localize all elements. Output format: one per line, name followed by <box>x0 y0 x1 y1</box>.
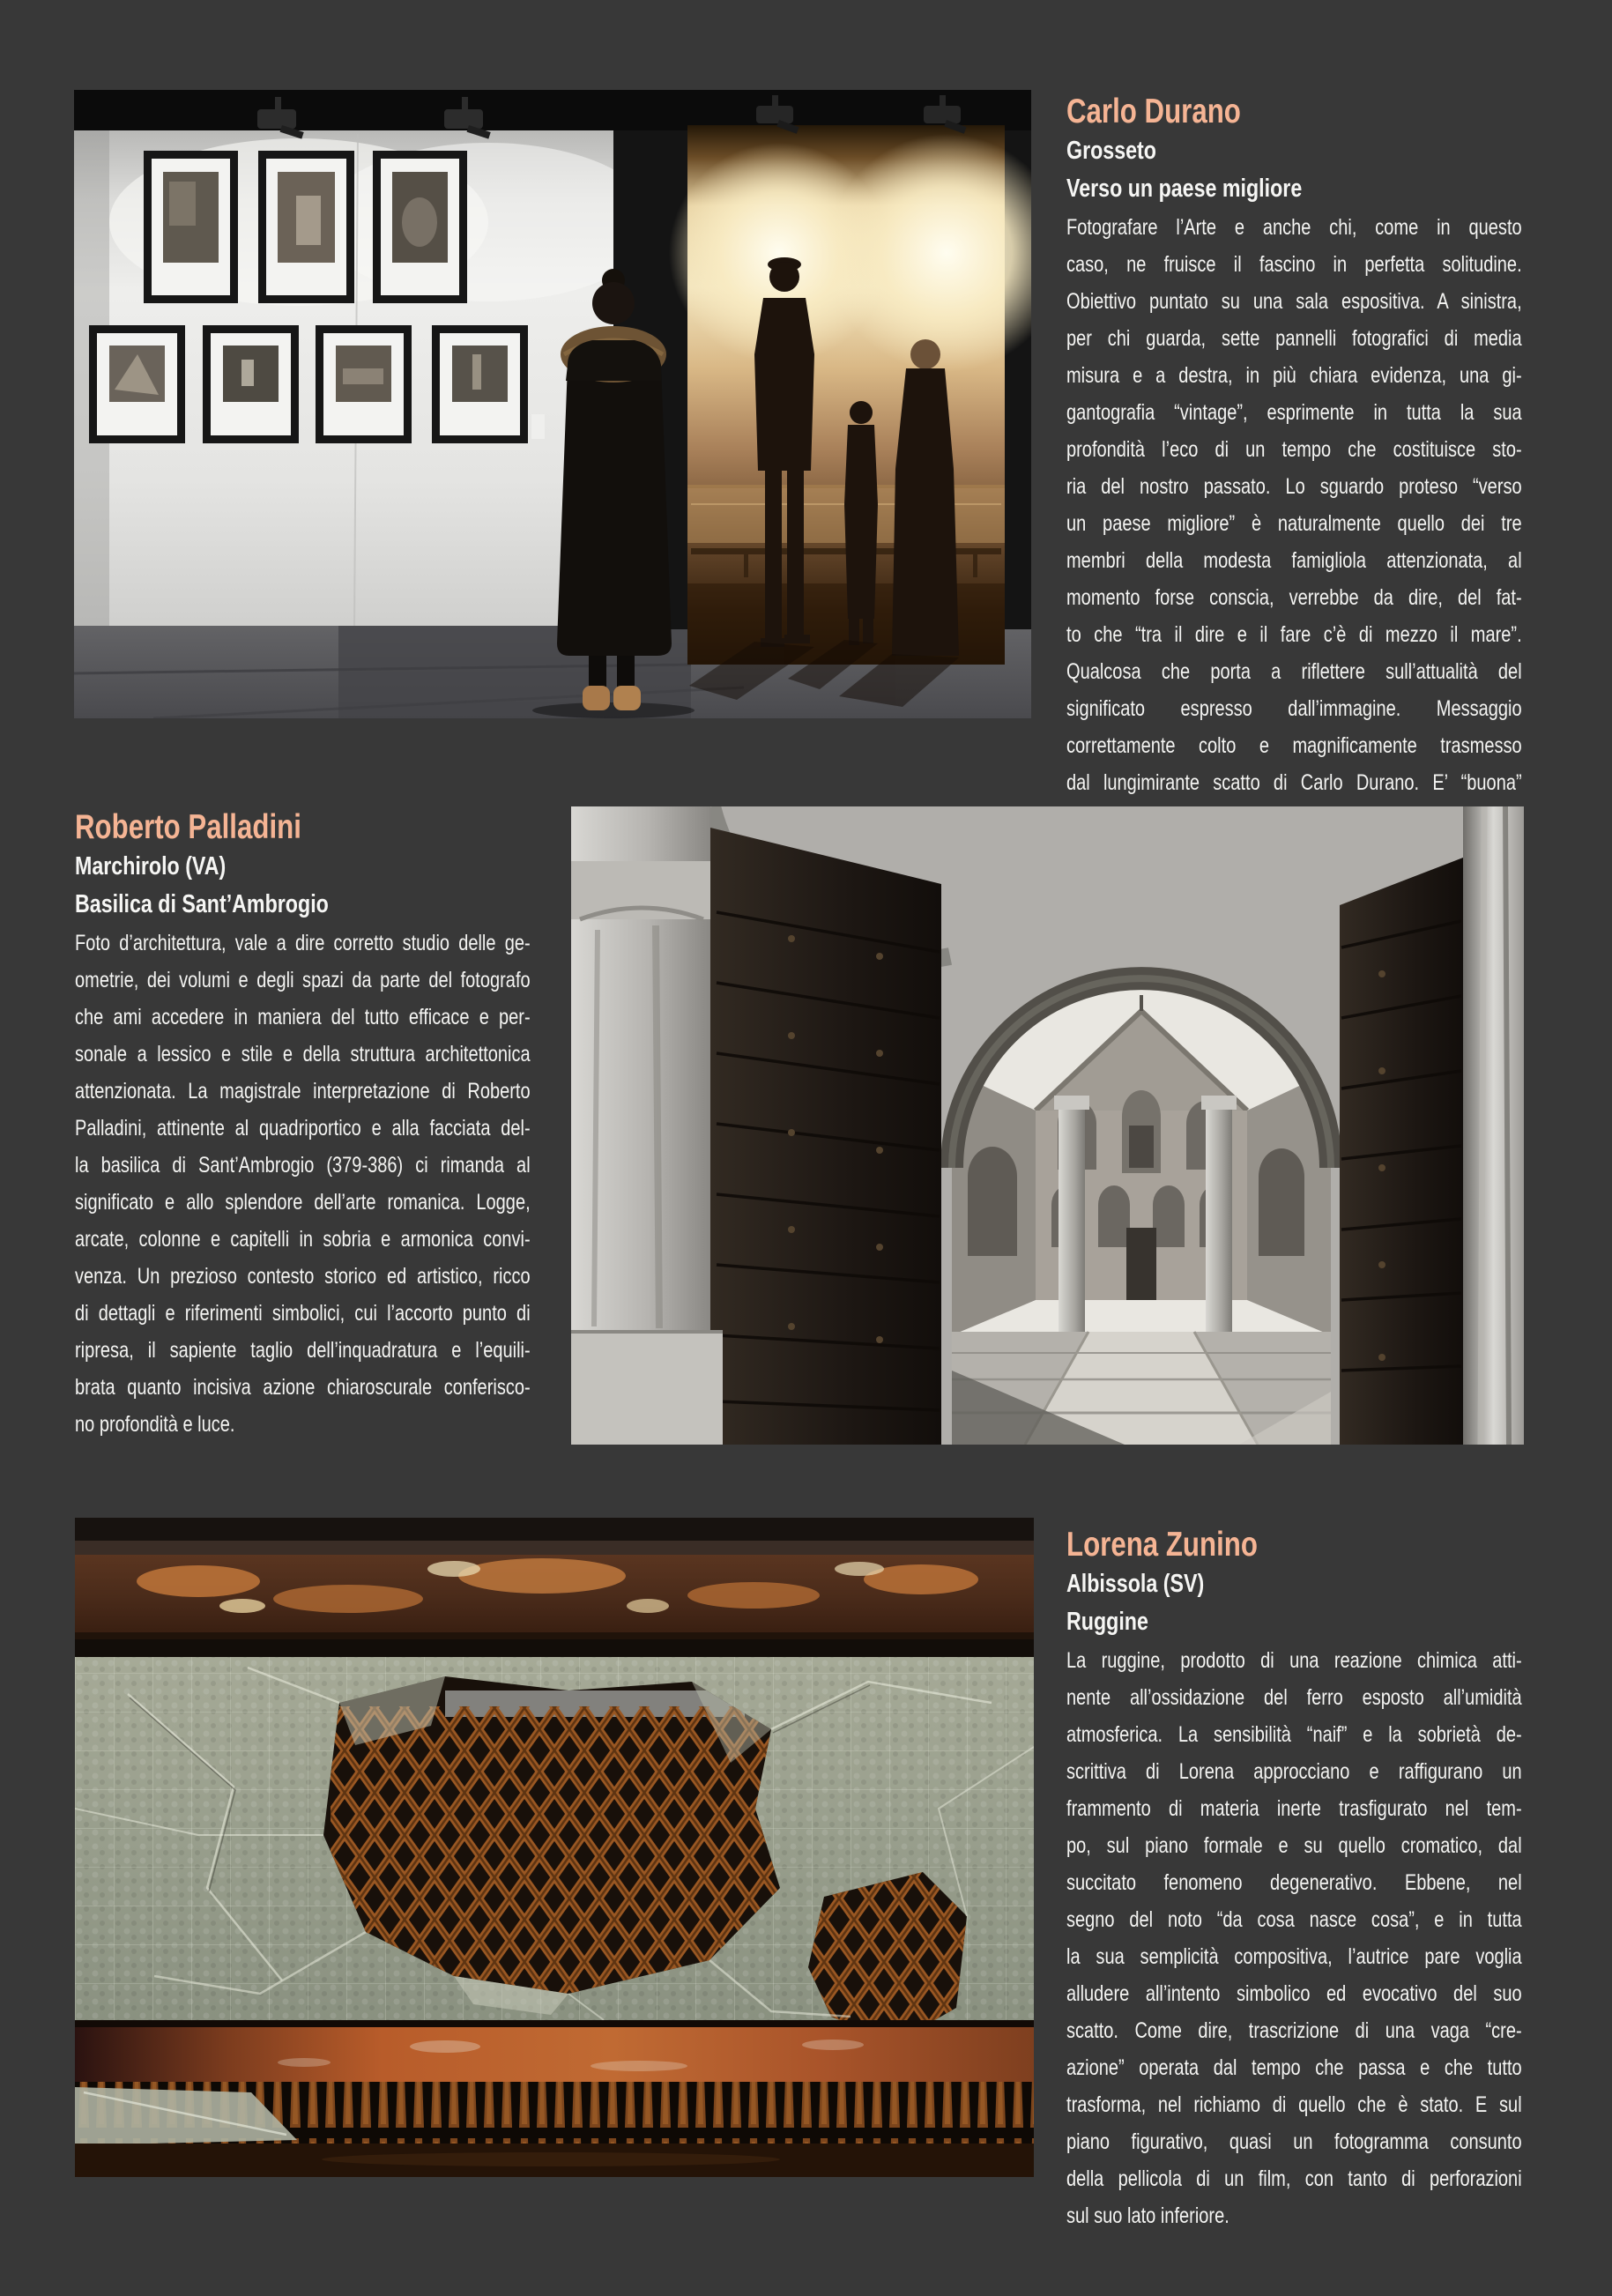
text-line: correttamente colto e magnificamente trasmesso <box>1066 733 1522 758</box>
text-line: Foto d’architettura, vale a dire corretto studio delle ge- <box>75 931 531 955</box>
left-door-leaf <box>710 828 941 1445</box>
text-line: significato espresso dall’immagine. Messaggio <box>1066 696 1522 721</box>
perforation-row <box>75 2082 1034 2145</box>
text-line: di dettagli e riferimenti simbolici, cui l’accorto punto di <box>75 1301 531 1326</box>
text-line: ripresa, il sapiente taglio dell’inquadratura e l’equili- <box>75 1338 531 1363</box>
text-line: scrittiva di Lorena approcciano e raffigurano un <box>1066 1759 1522 1784</box>
text-line: venza. Un prezioso contesto storico ed artistico, ricco <box>75 1264 531 1289</box>
dark-slot <box>75 1639 1034 1657</box>
photo-title: Basilica di Sant’Ambrogio <box>75 890 329 918</box>
right-door-leaf <box>1340 858 1463 1445</box>
framed-print <box>203 325 299 443</box>
text-line: brata quanto incisiva azione chiaroscurale conferisco- <box>75 1375 531 1400</box>
vintage-gigantograph <box>613 125 1031 707</box>
text-line: po, sul piano formale e su quello cromatico, dal <box>1066 1833 1522 1858</box>
text-line: gantografia “vintage”, esprimente in tutta la sua <box>1066 400 1522 425</box>
text-line: scatto. Come dire, trascrizione di una vaga “cre- <box>1066 2018 1522 2043</box>
gallery-photo-graphic <box>74 90 1031 718</box>
text-line: significato e allo splendore dell’arte romanica. Logge, <box>75 1190 531 1215</box>
text-line: Palladini, attinente al quadriportico e alla facciata del- <box>75 1116 531 1141</box>
text-line: sul suo lato inferiore. <box>1066 2203 1229 2228</box>
framed-print <box>144 151 238 303</box>
text-line: sonale a lessico e stile e della struttura architettonica <box>75 1042 531 1066</box>
band-edge <box>75 2020 1034 2027</box>
rust-photo-graphic <box>75 1518 1034 2177</box>
text-line: misura e a destra, in più chiara evidenza, una gi- <box>1066 363 1522 388</box>
right-stone-pillar <box>1463 806 1524 1445</box>
author-name: Carlo Durano <box>1066 93 1241 130</box>
photo-title: Verso un paese migliore <box>1066 175 1303 203</box>
photo-gallery-carlo-durano <box>74 90 1031 718</box>
section-roberto-palladini <box>75 807 531 1443</box>
photo-title: Ruggine <box>1066 1608 1148 1636</box>
courtyard-floor <box>952 1332 1331 1445</box>
author-name: Lorena Zunino <box>1066 1526 1258 1564</box>
text-line: succitato fenomeno degenerativo. Ebbene, nel <box>1066 1870 1522 1895</box>
text-line: attenzionata. La magistrale interpretazione di Roberto <box>75 1079 531 1103</box>
text-line: un paese migliore” è naturalmente quello dei tre <box>1066 511 1522 536</box>
text-line: to che “tra il dire e il fare c’è di mezzo il mare”. <box>1066 622 1522 647</box>
left-stone-pillar <box>571 806 723 1445</box>
text-line: La ruggine, prodotto di una reazione chimica atti- <box>1066 1648 1522 1673</box>
text-line: piano figurativo, quasi un fotogramma consunto <box>1066 2129 1522 2154</box>
bottom-bar-rust <box>322 2152 780 2166</box>
photo-basilica-sant-ambrogio <box>571 806 1524 1445</box>
framed-print <box>316 325 412 443</box>
critique-text <box>1066 209 1522 838</box>
broken-wired-glass <box>75 1657 1034 2047</box>
bright-rust-band <box>75 2027 1034 2082</box>
author-location: Marchirolo (VA) <box>75 852 227 881</box>
text-line: membri della modesta famigliola attenzionata, al <box>1066 548 1522 573</box>
text-line: della pellicola di un film, con tanto di perforazioni <box>1066 2166 1522 2191</box>
text-line: che ami accedere in maniera del tutto efficace e per- <box>75 1005 531 1029</box>
basilica-photo-graphic <box>571 806 1524 1445</box>
critique-text <box>1066 1642 1522 2234</box>
text-line: atmosferica. La sensibilità “naif” e la sobrietà de- <box>1066 1722 1522 1747</box>
author-location: Albissola (SV) <box>1066 1570 1205 1598</box>
text-line: Obiettivo puntato su una sala espositiva. A sinistra, <box>1066 289 1522 314</box>
text-line: no profondità e luce. <box>75 1412 235 1437</box>
rusty-top-bar <box>75 1555 1034 1639</box>
text-line: per chi guarda, sette pannelli fotografici di media <box>1066 326 1522 351</box>
text-line: momento forse conscia, verrebbe da dire, del fat- <box>1066 585 1522 610</box>
text-line: dal lungimirante scatto di Carlo Durano. E’ “buona” <box>1066 770 1522 795</box>
text-line: nente all’ossidazione del ferro esposto all’umidità <box>1066 1685 1522 1710</box>
framed-print <box>258 151 354 303</box>
text-line: Qualcosa che porta a riflettere sull’attualità del <box>1066 659 1522 684</box>
section-lorena-zunino <box>1066 1525 1522 2234</box>
text-line: ria del nostro passato. Lo sguardo proteso “verso <box>1066 474 1522 499</box>
framed-print <box>89 325 185 443</box>
section-carlo-durano <box>1066 92 1522 838</box>
text-line: la sua semplicità compositiva, l’autrice pare voglia <box>1066 1944 1522 1969</box>
upper-dark-rail <box>75 1541 1034 1555</box>
text-line: trasforma, nel richiamo di quello che è stato. E sul <box>1066 2092 1522 2117</box>
framed-print <box>432 325 528 443</box>
text-line: caso, ne fruisce il fascino in perfetta solitudine. <box>1066 252 1522 277</box>
author-location: Grosseto <box>1066 137 1156 165</box>
text-line: segno del noto “da cosa nasce cosa”, e in tutta <box>1066 1907 1522 1932</box>
text-line: alludere all’intento simbolico ed evocativo del suo <box>1066 1981 1522 2006</box>
wall-label <box>531 414 545 439</box>
framed-print <box>373 151 467 303</box>
text-line: ometrie, dei volumi e degli spazi da parte del fotografo <box>75 968 531 992</box>
photo-ruggine-lorena-zunino <box>75 1518 1034 2177</box>
text-line: profondità l’eco di un tempo che costituisce sto- <box>1066 437 1522 462</box>
text-line: la basilica di Sant’Ambrogio (379-386) ci rimanda al <box>75 1153 531 1178</box>
text-line: Fotografare l’Arte e anche chi, come in questo <box>1066 215 1522 240</box>
text-line: arcate, colonne e capitelli in sobria e armonica convi- <box>75 1227 531 1252</box>
text-line: azione” operata dal tempo che passa e che tutto <box>1066 2055 1522 2080</box>
critique-text <box>75 925 531 1443</box>
author-name: Roberto Palladini <box>75 808 301 846</box>
text-line: frammento di materia inerte trasfigurato nel tem- <box>1066 1796 1522 1821</box>
